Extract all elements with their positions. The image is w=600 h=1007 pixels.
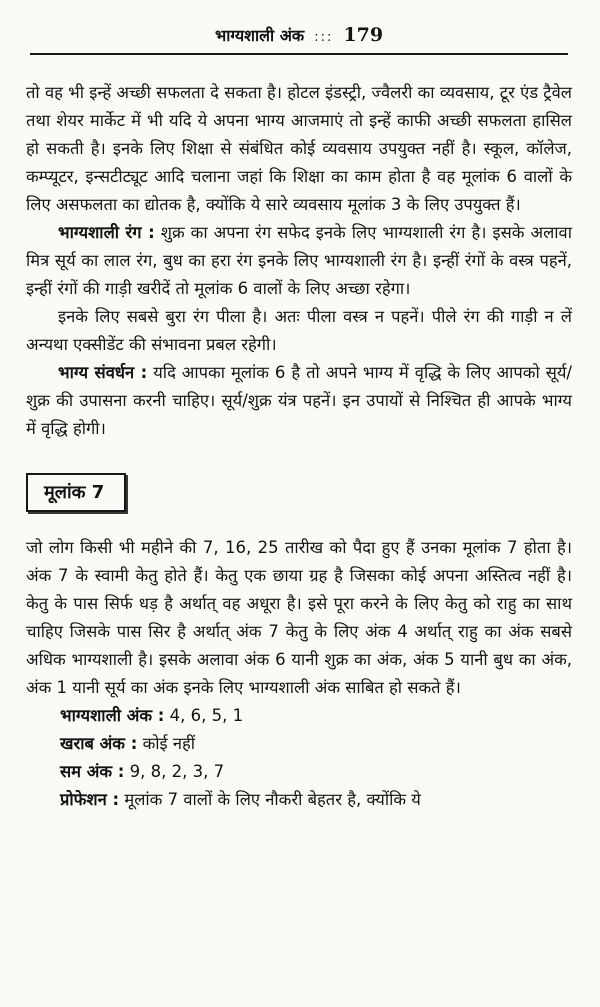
section-heading-box	[26, 473, 126, 512]
header-separator: :::	[314, 30, 334, 45]
fact-bad-numbers-value: कोई नहीं	[142, 734, 196, 753]
fact-even-numbers	[26, 758, 572, 786]
fact-lucky-numbers-value: 4, 6, 5, 1	[169, 706, 244, 725]
fact-profession	[26, 786, 572, 814]
fact-even-numbers-value: 9, 8, 2, 3, 7	[129, 762, 225, 781]
page-number: 179	[343, 24, 384, 46]
fact-lucky-numbers	[26, 702, 572, 730]
lucky-color-text: शुक्र का अपना रंग सफेद इनके लिए भाग्यशाली रंग है। इसके अलावा मित्र सूर्य का लाल रंग, बुध का हरा रंग इनके लिए भाग्यशाली रंग है। इन्हीं रंगों के वस्त्र पहनें, इन्हीं रंगों की गाड़ी खरीदें तो मूलांक 6 वालों के लिए अच्छा रहेगा।	[26, 223, 572, 298]
fact-even-numbers-label: सम अंक :	[60, 762, 125, 781]
fortune-text: यदि आपका मूलांक 6 है तो अपने भाग्य में वृद्धि के लिए आपको सूर्य/शुक्र की उपासना करनी चाहिए। सूर्य/शुक्र यंत्र पहनें। इन उपायों से निश्चित ही आपके भाग्य में वृद्धि होगी।	[26, 363, 572, 438]
paragraph-color-warning: इनके लिए सबसे बुरा रंग पीला है। अतः पीला वस्त्र न पहनें। पीले रंग की गाड़ी न लें अन्यथा एक्सीडेंट की संभावना प्रबल रहेगी।	[26, 307, 572, 354]
paragraph-lucky-color	[26, 219, 572, 303]
fact-bad-numbers	[26, 730, 572, 758]
lucky-color-lead: भाग्यशाली रंग :	[58, 223, 155, 242]
fact-lucky-numbers-label: भाग्यशाली अंक :	[60, 706, 165, 725]
fact-profession-label: प्रोफेशन :	[60, 790, 120, 809]
paragraph-moolank-7-intro: जो लोग किसी भी महीने की 7, 16, 25 तारीख को पैदा हुए हैं उनका मूलांक 7 होता है। अंक 7 के स्वामी केतु होते हैं। केतु एक छाया ग्रह है जिसका कोई अपना अस्तित्व नहीं है। केतु के पास सिर्फ धड़ है अर्थात् वह अधूरा है। इसे पूरा करने के लिए केतु को राहु का साथ चाहिए जिसके पास सिर है अर्थात् अंक 7 केतु के लिए अंक 4 अर्थात् राहु का अंक सबसे अधिक भाग्यशाली है। इसके अलावा अंक 6 यानी शुक्र का अंक, अंक 5 यानी बुध का अंक, अंक 1 यानी सूर्य का अंक इनके लिए भाग्यशाली अंक साबित हो सकते हैं।	[26, 538, 572, 697]
section-title-moolank-7: मूलांक 7	[44, 482, 105, 503]
page-header	[30, 24, 568, 55]
fact-bad-numbers-label: खराब अंक :	[60, 734, 138, 753]
paragraph-fortune-enhancement	[26, 359, 572, 443]
page-content	[26, 79, 572, 814]
section-heading-row	[26, 443, 572, 534]
running-head-title: भाग्यशाली अंक	[214, 26, 305, 45]
fortune-lead: भाग्य संवर्धन :	[58, 363, 148, 382]
paragraph-business-continued: तो वह भी इन्हें अच्छी सफलता दे सकता है। होटल इंडस्ट्री, ज्वैलरी का व्यवसाय, टूर एंड ट्रैवेल तथा शेयर मार्केट में भी यदि ये अपना भाग्य आजमाएं तो इन्हें काफी अच्छी सफलता हासिल हो सकती है। इनके लिए शिक्षा से संबंधित कोई व्यवसाय उपयुक्त नहीं है। स्कूल, कॉलेज, कम्प्यूटर, इन्सटीट्यूट आदि चलाना जहां कि शिक्षा का काम होता है वह मूलांक 6 वालों के लिए असफलता का द्योतक है, क्योंकि ये सारे व्यवसाय मूलांक 3 के लिए उपयुक्त हैं।	[26, 83, 572, 214]
fact-profession-value: मूलांक 7 वालों के लिए नौकरी बेहतर है, क्योंकि ये	[124, 790, 421, 809]
